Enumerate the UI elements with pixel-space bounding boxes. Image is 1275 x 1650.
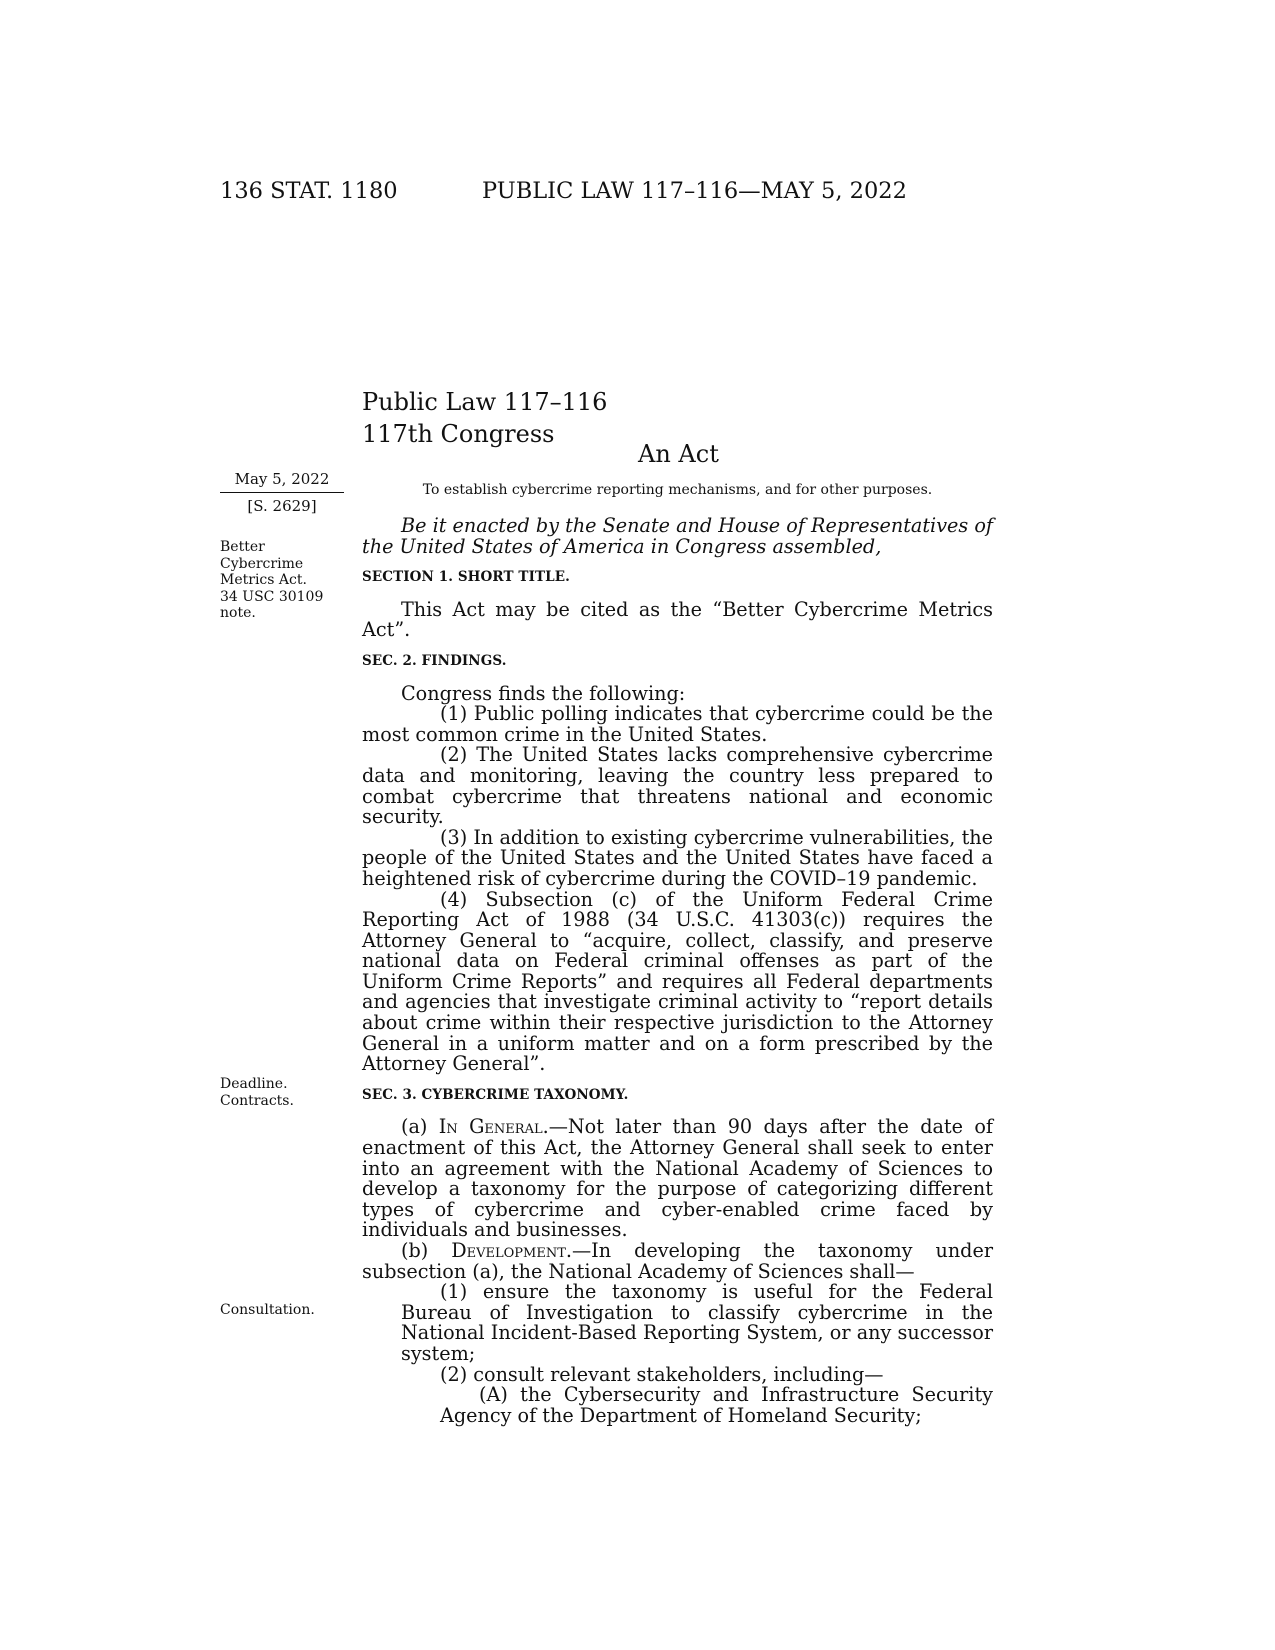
margin-note-line: note.: [220, 605, 256, 621]
margin-note-line: 34 USC 30109: [220, 588, 324, 605]
running-title: PUBLIC LAW 117–116—MAY 5, 2022: [482, 178, 907, 204]
findings-intro: Congress finds the following:: [401, 681, 686, 705]
paragraph-b1: (1) ensure the taxonomy is useful for the Federal Bureau of Investigation to classify cybercrime in the National Incident-Based Reporting System, or any successor system;: [401, 1280, 993, 1365]
stat-page-number: 136 STAT. 1180: [220, 178, 398, 204]
enactment-date: May 5, 2022: [220, 470, 344, 493]
section-1-text: This Act may be cited as the “Better Cybercrime Metrics Act”.: [362, 597, 993, 642]
enactment-date-block: [220, 470, 344, 515]
congress-number: 117th Congress: [362, 420, 555, 448]
title-block: [362, 386, 607, 450]
finding-item: (2) The United States lacks comprehensive cybercrime data and monitoring, leaving the country less prepared to combat cybercrime that threatens national and economic security.: [362, 743, 993, 829]
subsection-b-text: .—In developing the taxonomy under subsection (a), the National Academy of Sciences shall—: [362, 1239, 993, 1283]
subsection-a-caption: In General: [438, 1115, 543, 1139]
bill-number: [S. 2629]: [247, 497, 317, 515]
act-body: [362, 516, 993, 1426]
margin-note-deadline: [220, 1076, 350, 1109]
subsection-b-caption: Development: [451, 1239, 566, 1262]
finding-item: (4) Subsection (c) of the Uniform Federal Crime Reporting Act of 1988 (34 U.S.C. 41303(c)) requires the Attorney General to “acquire, collect, classify, and preserve national data on Federal criminal offenses as part of the Uniform Crime Reports” and requires all Federal departments and agencies that investigate criminal activity to “report details about crime within their respective jurisdiction to the Attorney General in a uniform matter and on a form prescribed by the Attorney General”.: [362, 887, 993, 1076]
public-law-number: Public Law 117–116: [362, 388, 608, 416]
margin-note-line: Contracts.: [220, 1092, 294, 1109]
subsection-b: [362, 1241, 993, 1282]
subsection-a-text: .—Not later than 90 days after the date of enactment of this Act, the Attorney General shall seek to enter into an agreement with the National Academy of Sciences to develop a taxonomy for the purpose of categorizing different types of cybercrime and cyber-enabled crime faced by individuals and businesses.: [362, 1115, 993, 1242]
margin-note-consultation: Consultation.: [220, 1302, 315, 1318]
an-act-heading: An Act: [638, 440, 719, 468]
section-1-heading: SECTION 1. SHORT TITLE.: [362, 569, 570, 586]
margin-note-short-title: [220, 539, 350, 622]
margin-note-line: Deadline.: [220, 1076, 288, 1092]
subsection-a: [362, 1117, 993, 1241]
paragraph-b2: (2) consult relevant stakeholders, including—: [440, 1362, 884, 1386]
act-purpose: To establish cybercrime reporting mechanisms, and for other purposes.: [422, 482, 933, 498]
finding-item: (1) Public polling indicates that cybercrime could be the most common crime in the United States.: [362, 702, 993, 746]
subparagraph-b2A: (A) the Cybersecurity and Infrastructure Security Agency of the Department of Homeland Security;: [440, 1383, 993, 1427]
section-2-heading: SEC. 2. FINDINGS.: [362, 652, 507, 669]
running-header: [220, 178, 1000, 214]
margin-note-line: Cybercrime: [220, 555, 304, 572]
subsection-a-label: (a): [401, 1115, 439, 1139]
subsection-b-label: (b): [401, 1239, 452, 1262]
margin-note-line: Metrics Act.: [220, 572, 307, 588]
section-3-heading: SEC. 3. CYBERCRIME TAXONOMY.: [362, 1086, 629, 1103]
finding-item: (3) In addition to existing cybercrime vulnerabilities, the people of the United States and the United States have faced a heightened risk of cybercrime during the COVID–19 pandemic.: [362, 825, 993, 890]
margin-note-line: Better: [220, 539, 265, 555]
enacting-clause: Be it enacted by the Senate and House of Representatives of the United States of America in Congress assembled,: [362, 514, 993, 558]
